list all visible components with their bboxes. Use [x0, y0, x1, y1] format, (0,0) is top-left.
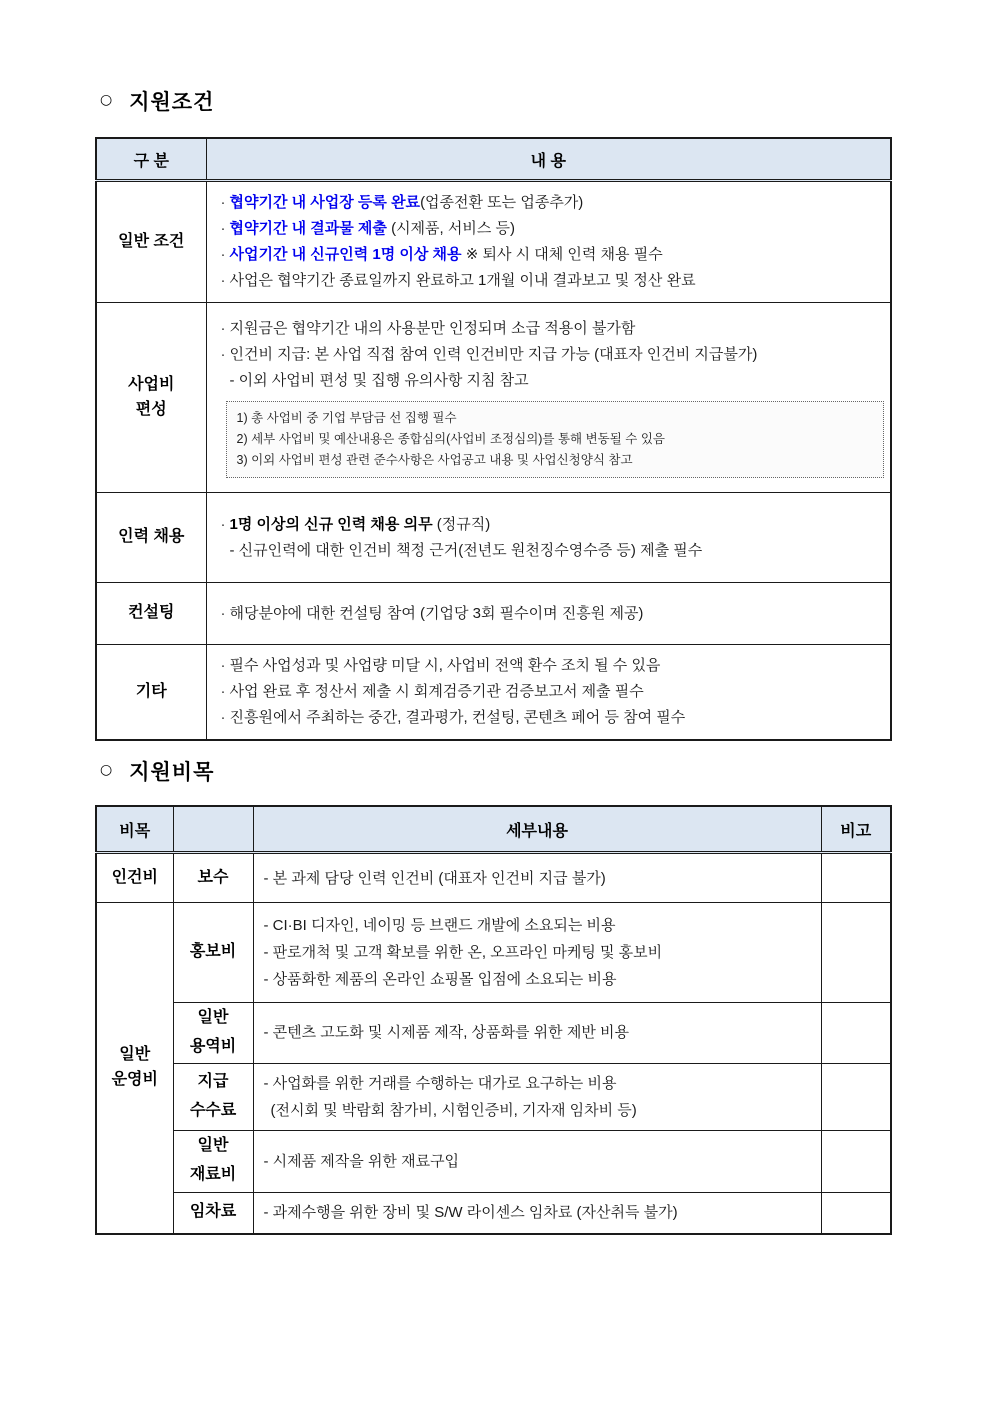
detail-personnel — [253, 853, 821, 903]
detail-line: - 상품화한 제품의 온라인 쇼핑몰 입점에 소요되는 비용 — [263, 971, 617, 988]
content-line: · 1명 이상의 신규 인력 채용 의무 (정규직) — [217, 512, 885, 538]
dot-bullet-icon: · — [220, 604, 226, 622]
sub-label-rental: 임차료 — [173, 1192, 253, 1234]
support-conditions-table — [95, 137, 892, 741]
table1-row-hiring — [96, 493, 891, 583]
dot-bullet-icon: · — [220, 345, 226, 363]
dot-bullet-icon: · — [220, 709, 226, 726]
table1-row-budget — [96, 303, 891, 493]
note-cell — [821, 1130, 891, 1192]
note-cell — [821, 853, 891, 903]
table1-header-row — [96, 138, 891, 181]
table2-header-empty — [173, 806, 253, 853]
section-heading-support-conditions — [100, 86, 214, 116]
table2-row-service — [96, 1003, 891, 1064]
content-line: · 사업은 협약기간 종료일까지 완료하고 1개월 이내 결과보고 및 정산 완료 — [217, 268, 885, 294]
dot-bullet-icon: · — [220, 272, 226, 289]
note-line: 3) 이외 사업비 편성 관련 준수사항은 사업공고 내용 및 사업신청양식 참고 — [236, 452, 633, 467]
detail-line: - CI·BI 디자인, 네이밍 등 브랜드 개발에 소요되는 비용 — [263, 917, 616, 934]
table2-row-personnel — [96, 853, 891, 903]
table2-row-rental — [96, 1192, 891, 1234]
circle-bullet-icon: ○ — [100, 92, 114, 108]
content-line: · 사업 완료 후 정산서 제출 시 회계검증기관 검증보고서 제출 필수 — [217, 679, 885, 705]
sub-label-promo: 홍보비 — [173, 903, 253, 1003]
content-line: · 진흥원에서 주최하는 중간, 결과평가, 컨설팅, 콘텐츠 페어 등 참여 필수 — [217, 705, 885, 731]
note-cell — [821, 1003, 891, 1064]
row-content-general — [206, 181, 891, 303]
table2-header-item: 비목 — [96, 806, 173, 853]
row-label-budget: 사업비 편성 — [96, 303, 206, 493]
table1-header-category: 구 분 — [96, 138, 206, 181]
circle-bullet-icon: ○ — [100, 762, 114, 778]
dot-bullet-icon: · — [220, 515, 226, 533]
sub-label-materials: 일반 재료비 — [173, 1130, 253, 1192]
content-line: - 이외 사업비 편성 및 집행 유의사항 지침 참고 — [229, 371, 529, 389]
row-content-etc — [206, 645, 891, 741]
content-line: · 협약기간 내 사업장 등록 완료(업종전환 또는 업종추가) — [217, 190, 885, 216]
table2-row-materials — [96, 1130, 891, 1192]
content-line: · 사업기간 내 신규인력 1명 이상 채용 ※ 퇴사 시 대체 인력 채용 필수 — [217, 242, 885, 268]
table1-row-etc — [96, 645, 891, 741]
heading-text: 지원조건 — [129, 89, 215, 114]
detail-line: - 판로개척 및 고객 확보를 위한 온, 오프라인 마케팅 및 홍보비 — [263, 944, 663, 961]
detail-promo — [253, 903, 821, 1003]
note-cell — [821, 1063, 891, 1130]
detail-line: - 콘텐츠 고도화 및 시제품 제작, 상품화를 위한 제반 비용 — [263, 1024, 629, 1042]
detail-line: - 시제품 제작을 위한 재료구입 — [263, 1152, 460, 1170]
content-line: · 인건비 지급: 본 사업 직접 참여 인력 인건비만 지급 가능 (대표자 인건비 지급불가) — [217, 342, 885, 368]
support-items-table-wrap — [95, 805, 892, 1235]
sub-label-pay: 보수 — [173, 853, 253, 903]
sub-label-service: 일반 용역비 — [173, 1003, 253, 1064]
detail-line: (전시회 및 박람회 참가비, 시험인증비, 기자재 임차비 등) — [270, 1101, 637, 1119]
row-label-hiring: 인력 채용 — [96, 493, 206, 583]
detail-line: - 본 과제 담당 인력 인건비 (대표자 인건비 지급 불가) — [263, 869, 606, 887]
note-line: 1) 총 사업비 중 기업 부담금 선 집행 필수 — [236, 410, 457, 425]
dot-bullet-icon: · — [220, 220, 226, 237]
dot-bullet-icon: · — [220, 246, 226, 263]
section-heading-support-items — [100, 756, 214, 786]
row-content-hiring — [206, 493, 891, 583]
dot-bullet-icon: · — [220, 319, 226, 337]
table2-header-note: 비고 — [821, 806, 891, 853]
cat-label-operating: 일반 운영비 — [96, 903, 173, 1235]
support-items-table — [95, 805, 892, 1235]
content-line: · 해당분야에 대한 컨설팅 참여 (기업당 3회 필수이며 진흥원 제공) — [217, 601, 885, 627]
note-line: 2) 세부 사업비 및 예산내용은 종합심의(사업비 조정심의)를 통해 변동될 수 있음 — [236, 431, 665, 446]
detail-materials — [253, 1130, 821, 1192]
row-label-general: 일반 조건 — [96, 181, 206, 303]
table1-header-content: 내 용 — [206, 138, 891, 181]
row-label-consulting: 컨설팅 — [96, 583, 206, 645]
content-line: · 협약기간 내 결과물 제출 (시제품, 서비스 등) — [217, 216, 885, 242]
budget-note-box — [226, 401, 884, 478]
table2-row-fees — [96, 1063, 891, 1130]
content-line: · 필수 사업성과 및 사업량 미달 시, 사업비 전액 환수 조치 될 수 있음 — [217, 653, 885, 679]
note-cell — [821, 903, 891, 1003]
dot-bullet-icon: · — [220, 194, 226, 211]
cat-label-personnel: 인건비 — [96, 853, 173, 903]
detail-rental — [253, 1192, 821, 1234]
heading-text: 지원비목 — [129, 759, 215, 784]
content-line: - 신규인력에 대한 인건비 책정 근거(전년도 원천징수영수증 등) 제출 필수 — [229, 541, 703, 559]
table2-header-row — [96, 806, 891, 853]
dot-bullet-icon: · — [220, 657, 226, 674]
table1-row-consulting — [96, 583, 891, 645]
detail-fees — [253, 1063, 821, 1130]
detail-line: - 사업화를 위한 거래를 수행하는 대가로 요구하는 비용 — [263, 1074, 617, 1092]
detail-service — [253, 1003, 821, 1064]
table1-row-general — [96, 181, 891, 303]
sub-label-fees: 지급 수수료 — [173, 1063, 253, 1130]
detail-line: - 과제수행을 위한 장비 및 S/W 라이센스 임차료 (자산취득 불가) — [263, 1204, 678, 1222]
table2-header-detail: 세부내용 — [253, 806, 821, 853]
support-conditions-table-wrap — [95, 137, 892, 741]
row-content-consulting — [206, 583, 891, 645]
content-line: · 지원금은 협약기간 내의 사용분만 인정되며 소급 적용이 불가함 — [217, 316, 885, 342]
row-label-etc: 기타 — [96, 645, 206, 741]
dot-bullet-icon: · — [220, 683, 226, 700]
note-cell — [821, 1192, 891, 1234]
row-content-budget — [206, 303, 891, 493]
table2-row-promo — [96, 903, 891, 1003]
